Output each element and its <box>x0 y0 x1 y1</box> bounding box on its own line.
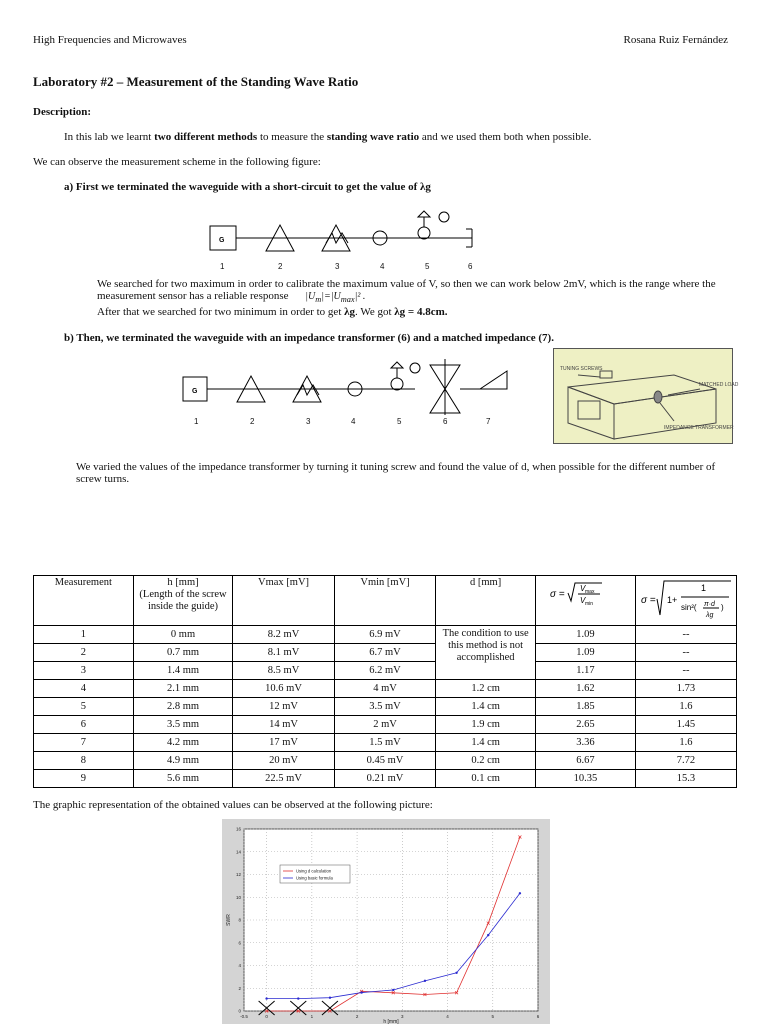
svg-text:MATCHED LOAD: MATCHED LOAD <box>699 382 739 388</box>
svg-text:V: V <box>580 584 586 593</box>
slotted-line-probe <box>418 227 430 239</box>
header-left: High Frequencies and Microwaves <box>33 34 187 46</box>
col-header-h: h [mm] (Length of the screw inside the guide) <box>133 576 233 626</box>
svg-text:1+: 1+ <box>666 595 678 605</box>
table-row: 4 2.1 mm 10.6 mV 4 mV 1.2 cm 1.62 1.73 <box>34 680 737 698</box>
x-tick-label: 1 <box>310 1014 314 1019</box>
legend-label: Using d calculation <box>296 868 332 874</box>
svg-text:π·d: π·d <box>703 601 715 608</box>
table-row: 6 3.5 mm 14 mV 2 mV 1.9 cm 2.65 1.45 <box>34 716 737 734</box>
svg-text:TUNING SCREWS: TUNING SCREWS <box>560 366 603 372</box>
col-header-sigma-basic <box>535 576 635 626</box>
y-axis-label: SWR <box>226 914 232 926</box>
diagram-b <box>175 357 515 417</box>
svg-text:λg: λg <box>705 612 714 619</box>
swr-chart <box>222 819 550 1024</box>
table-row: 1 0 mm 8.2 mV 6.9 mV The condition to use this method is not accomplished 1.09 -- <box>34 626 737 644</box>
svg-text:σ =: σ = <box>550 589 566 600</box>
scheme-sentence: We can observe the measurement scheme in the following figure: <box>33 156 321 168</box>
x-tick-label: 6 <box>536 1014 540 1019</box>
data-point <box>392 989 394 991</box>
y-tick-label: 6 <box>238 940 241 946</box>
svg-text:G: G <box>219 237 225 244</box>
svg-text:sin²(: sin²( <box>680 603 697 612</box>
svg-text:G: G <box>192 388 198 395</box>
x-tick-label: 0 <box>265 1014 268 1019</box>
col-header-vmax: Vmax [mV] <box>233 576 334 626</box>
y-tick-label: 2 <box>238 985 241 991</box>
part-b-heading: b) Then, we terminated the waveguide with an impedance transformer (6) and a matched impedance (7). <box>64 332 554 344</box>
part-a-text: We searched for two maximum in order to calibrate the maximum value of V, so then we can work below 2mV, which is the range where the measurement sensor has a reliable response $|U_m|=|U_{max}|^2$ . After that we searched for two minimum in order to get λg. We got λg = 4.8cm. <box>97 278 716 318</box>
matched-load-symbol <box>480 371 507 389</box>
table-row: 5 2.8 mm 12 mV 3.5 mV 1.4 cm 1.85 1.6 <box>34 698 737 716</box>
measurement-table <box>33 575 737 788</box>
merged-note-cell: The condition to use this method is not accomplished <box>436 626 536 680</box>
x-tick-label: 5 <box>491 1014 495 1019</box>
data-point <box>329 996 331 998</box>
y-tick-label: 12 <box>235 872 241 877</box>
svg-text:1: 1 <box>700 583 706 593</box>
svg-text:): ) <box>720 603 724 612</box>
chart-frame <box>222 819 550 1024</box>
svg-text:V: V <box>580 596 586 605</box>
data-point <box>424 980 426 982</box>
description-heading: Description: <box>33 106 92 118</box>
y-tick-label: 8 <box>238 917 241 923</box>
col-header-d: d [mm] <box>436 576 536 626</box>
y-tick-label: 0 <box>238 1008 241 1014</box>
varied-paragraph: We varied the values of the impedance transformer by turning it tuning screw and found the value of d, when possible for the different number of screw turns. <box>76 461 716 485</box>
data-point <box>360 991 362 993</box>
svg-text:σ =: σ = <box>640 595 656 606</box>
diagram-a <box>200 203 500 275</box>
col-header-measurement: Measurement <box>34 576 134 626</box>
x-tick-label: 4 <box>446 1014 449 1019</box>
x-tick-label: -0.5 <box>240 1014 248 1019</box>
table-row: 7 4.2 mm 17 mV 1.5 mV 1.4 cm 3.36 1.6 <box>34 734 737 752</box>
page-title: Laboratory #2 – Measurement of the Standing Wave Ratio <box>33 74 359 89</box>
part-a-heading: a) First we terminated the waveguide with a short-circuit to get the value of λg <box>64 181 431 193</box>
data-point <box>455 972 457 974</box>
y-tick-label: 10 <box>235 894 241 900</box>
table-row: 3 1.4 mm 8.5 mV 6.2 mV 1.17 -- <box>34 662 737 680</box>
intro-paragraph: In this lab we learnt two different methods to measure the standing wave ratio and we used them both when possible. <box>64 131 592 143</box>
svg-text:min: min <box>585 601 594 607</box>
legend-label: Using basic formula <box>296 875 333 881</box>
sigma-d-formula <box>639 577 733 621</box>
col-header-vmin: Vmin [mV] <box>334 576 435 626</box>
sketch-photo <box>553 348 739 444</box>
data-point <box>519 892 521 894</box>
y-tick-label: 4 <box>238 963 241 968</box>
svg-text:IMPEDANCE TRANSFORMER: IMPEDANCE TRANSFORMER <box>664 425 734 431</box>
data-point <box>487 934 489 936</box>
table-row: 2 0.7 mm 8.1 mV 6.7 mV 1.09 -- <box>34 644 737 662</box>
x-tick-label: 2 <box>355 1014 359 1019</box>
svg-text:max: max <box>585 589 595 595</box>
table-row: 8 4.9 mm 20 mV 0.45 mV 0.2 cm 6.67 7.72 <box>34 752 737 770</box>
data-point <box>297 997 299 999</box>
table-row: 9 5.6 mm 22.5 mV 0.21 mV 0.1 cm 10.35 15.3 <box>34 770 737 788</box>
header-right: Rosana Ruiz Fernández <box>623 34 728 46</box>
data-point <box>265 997 267 999</box>
x-axis-label: h [mm] <box>383 1019 399 1025</box>
col-header-sigma-d <box>635 576 736 626</box>
x-tick-label: 3 <box>401 1014 404 1019</box>
graph-sentence: The graphic representation of the obtained values can be observed at the following picture: <box>33 799 433 811</box>
sigma-basic-formula <box>540 577 630 607</box>
y-tick-label: 16 <box>235 826 241 832</box>
y-tick-label: 14 <box>235 849 241 855</box>
